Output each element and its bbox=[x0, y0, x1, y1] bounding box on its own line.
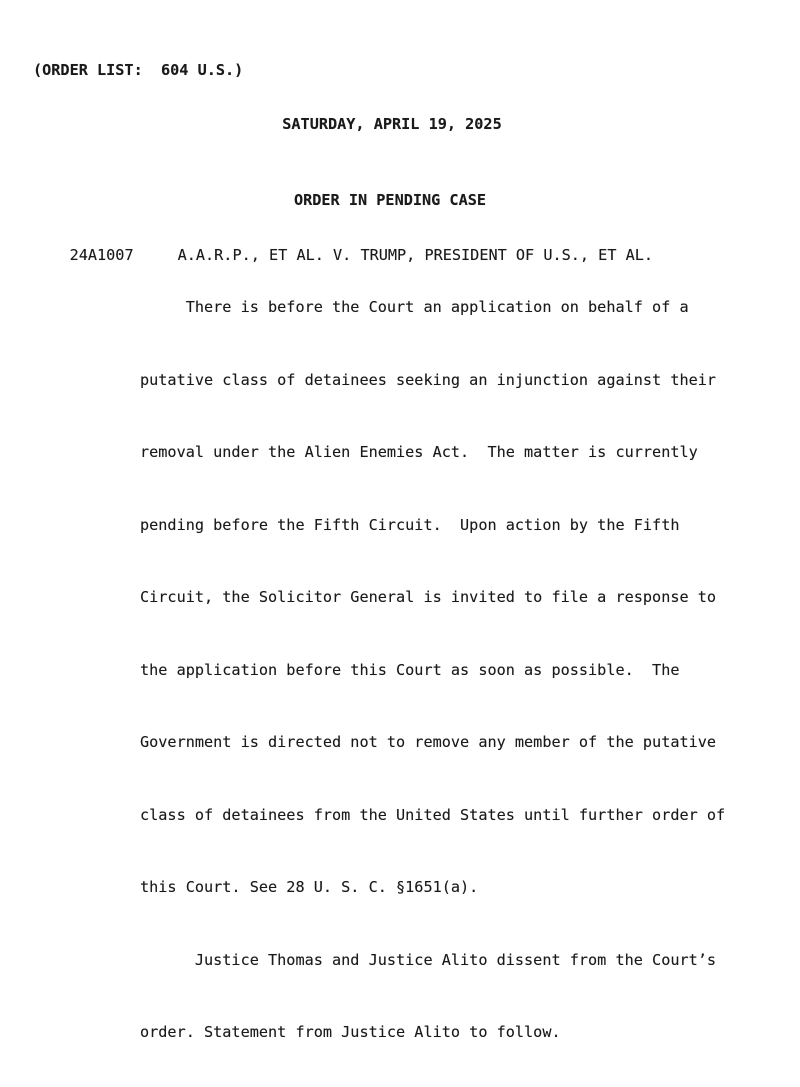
body-line: Justice Thomas and Justice Alito dissent from the Court’s bbox=[140, 950, 717, 969]
docket-number: 24A1007 bbox=[69, 246, 134, 264]
body-line: pending before the Fifth Circuit. Upon action by the Fifth bbox=[140, 515, 680, 534]
body-line: order. Statement from Justice Alito to follow. bbox=[140, 1023, 561, 1041]
order-list-header: (ORDER LIST: 604 U.S.) bbox=[33, 61, 244, 79]
body-line: There is before the Court an application on behalf of a bbox=[140, 298, 689, 316]
date-heading: SATURDAY, APRIL 19, 2025 bbox=[282, 115, 502, 133]
order-body-text bbox=[140, 253, 760, 1087]
body-line: Circuit, the Solicitor General is invited to file a response to bbox=[140, 588, 717, 606]
body-line: the application before this Court as soon as possible. The bbox=[140, 660, 680, 679]
body-line: class of detainees from the United States until further order of bbox=[140, 805, 726, 824]
section-heading: ORDER IN PENDING CASE bbox=[293, 191, 487, 209]
body-line: Government is directed not to remove any member of the putative bbox=[140, 733, 717, 751]
body-line: putative class of detainees seeking an injunction against their bbox=[140, 370, 717, 389]
case-title: A.A.R.P., ET AL. V. TRUMP, PRESIDENT OF U.S., ET AL. bbox=[177, 246, 654, 264]
body-line: this Court. See 28 U. S. C. §1651(a). bbox=[140, 878, 479, 896]
body-line: removal under the Alien Enemies Act. The matter is currently bbox=[140, 443, 698, 461]
